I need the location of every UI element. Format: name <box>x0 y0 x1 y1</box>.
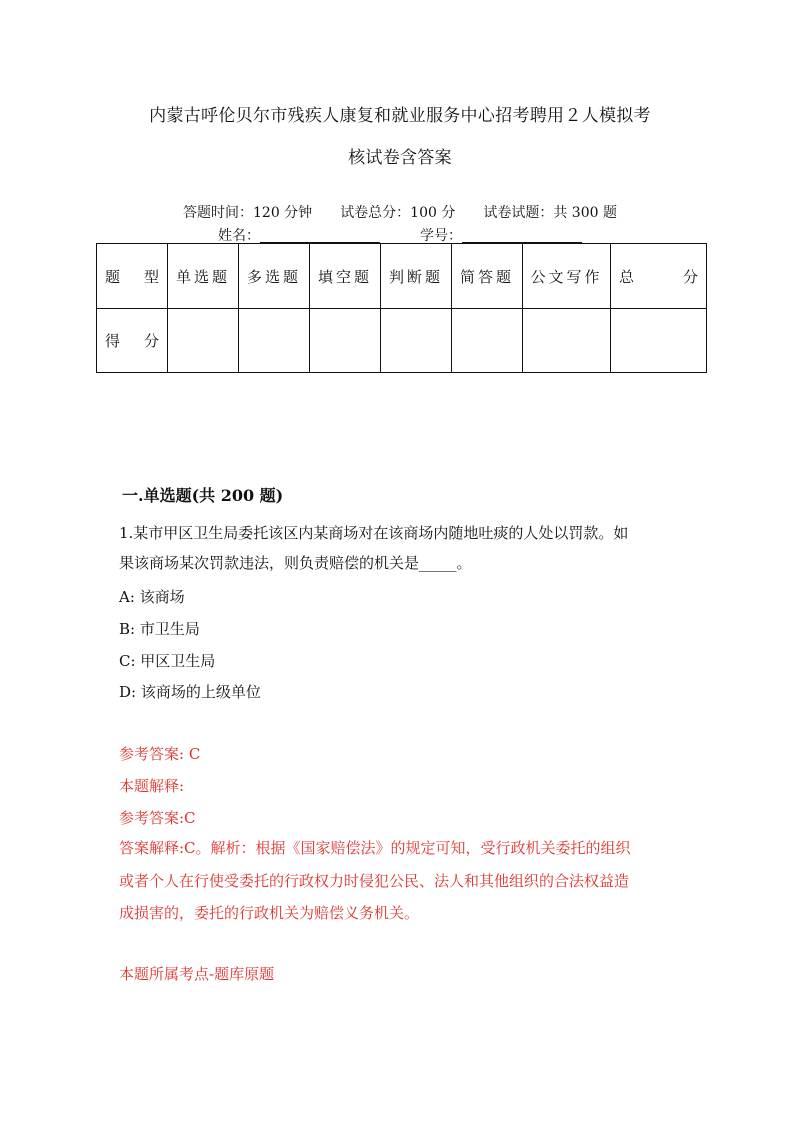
header-fill-blank: 填空题 <box>310 244 381 309</box>
analysis-line-1: 答案解释:C。解析：根据《国家赔偿法》的规定可知，受行政机关委托的组织 <box>119 839 631 857</box>
name-blank[interactable] <box>260 228 380 243</box>
score-table-header-row <box>97 244 707 309</box>
score-cell[interactable] <box>310 309 381 373</box>
section-title: 一.单选题(共 200 题) <box>122 486 284 505</box>
score-cell[interactable] <box>452 309 523 373</box>
option-b: B: 市卫生局 <box>119 620 200 638</box>
score-table-value-row <box>97 309 707 373</box>
question-stem-line-2: 果该商场某次罚款违法，则负责赔偿的机关是_____。 <box>119 554 472 572</box>
exam-total-score: 试卷总分：100 分 <box>340 205 456 221</box>
header-multiple-choice: 多选题 <box>239 244 310 309</box>
score-cell[interactable] <box>381 309 452 373</box>
question-stem-line-1: 1.某市甲区卫生局委托该区内某商场对在该商场内随地吐痰的人处以罚款。如 <box>119 524 629 542</box>
option-c: C: 甲区卫生局 <box>119 652 216 670</box>
score-cell[interactable] <box>239 309 310 373</box>
exam-time: 答题时间：120 分钟 <box>183 205 313 221</box>
option-a: A: 该商场 <box>119 588 185 606</box>
reference-answer: 参考答案: C <box>119 745 201 763</box>
score-row-label: 得 分 <box>97 309 168 373</box>
analysis-line-2: 或者个人在行使受委托的行政权力时侵犯公民、法人和其他组织的合法权益造 <box>119 872 630 890</box>
explanation-label: 本题解释: <box>119 777 185 795</box>
question-source: 本题所属考点-题库原题 <box>119 965 275 983</box>
header-short-answer: 简答题 <box>452 244 523 309</box>
score-cell-total[interactable] <box>611 309 707 373</box>
header-total: 总 分 <box>611 244 707 309</box>
header-single-choice: 单选题 <box>168 244 239 309</box>
option-d: D: 该商场的上级单位 <box>119 683 261 701</box>
document-title-line-2: 核试卷含答案 <box>348 148 452 168</box>
student-id-label: 学号： <box>420 228 462 244</box>
header-official-writing: 公文写作 <box>523 244 611 309</box>
score-table <box>96 243 707 373</box>
reference-answer-2: 参考答案:C <box>119 809 196 827</box>
student-id-blank[interactable] <box>462 228 582 243</box>
exam-question-count: 试卷试题：共 300 题 <box>483 205 617 221</box>
analysis-line-3: 成损害的，委托的行政机关为赔偿义务机关。 <box>119 904 420 922</box>
name-label: 姓名： <box>218 228 260 244</box>
header-true-false: 判断题 <box>381 244 452 309</box>
score-cell[interactable] <box>523 309 611 373</box>
question-type-header: 题 型 <box>97 244 168 309</box>
document-title-line-1: 内蒙古呼伦贝尔市残疾人康复和就业服务中心招考聘用２人模拟考 <box>149 106 651 126</box>
exam-info-row <box>0 204 800 222</box>
score-cell[interactable] <box>168 309 239 373</box>
